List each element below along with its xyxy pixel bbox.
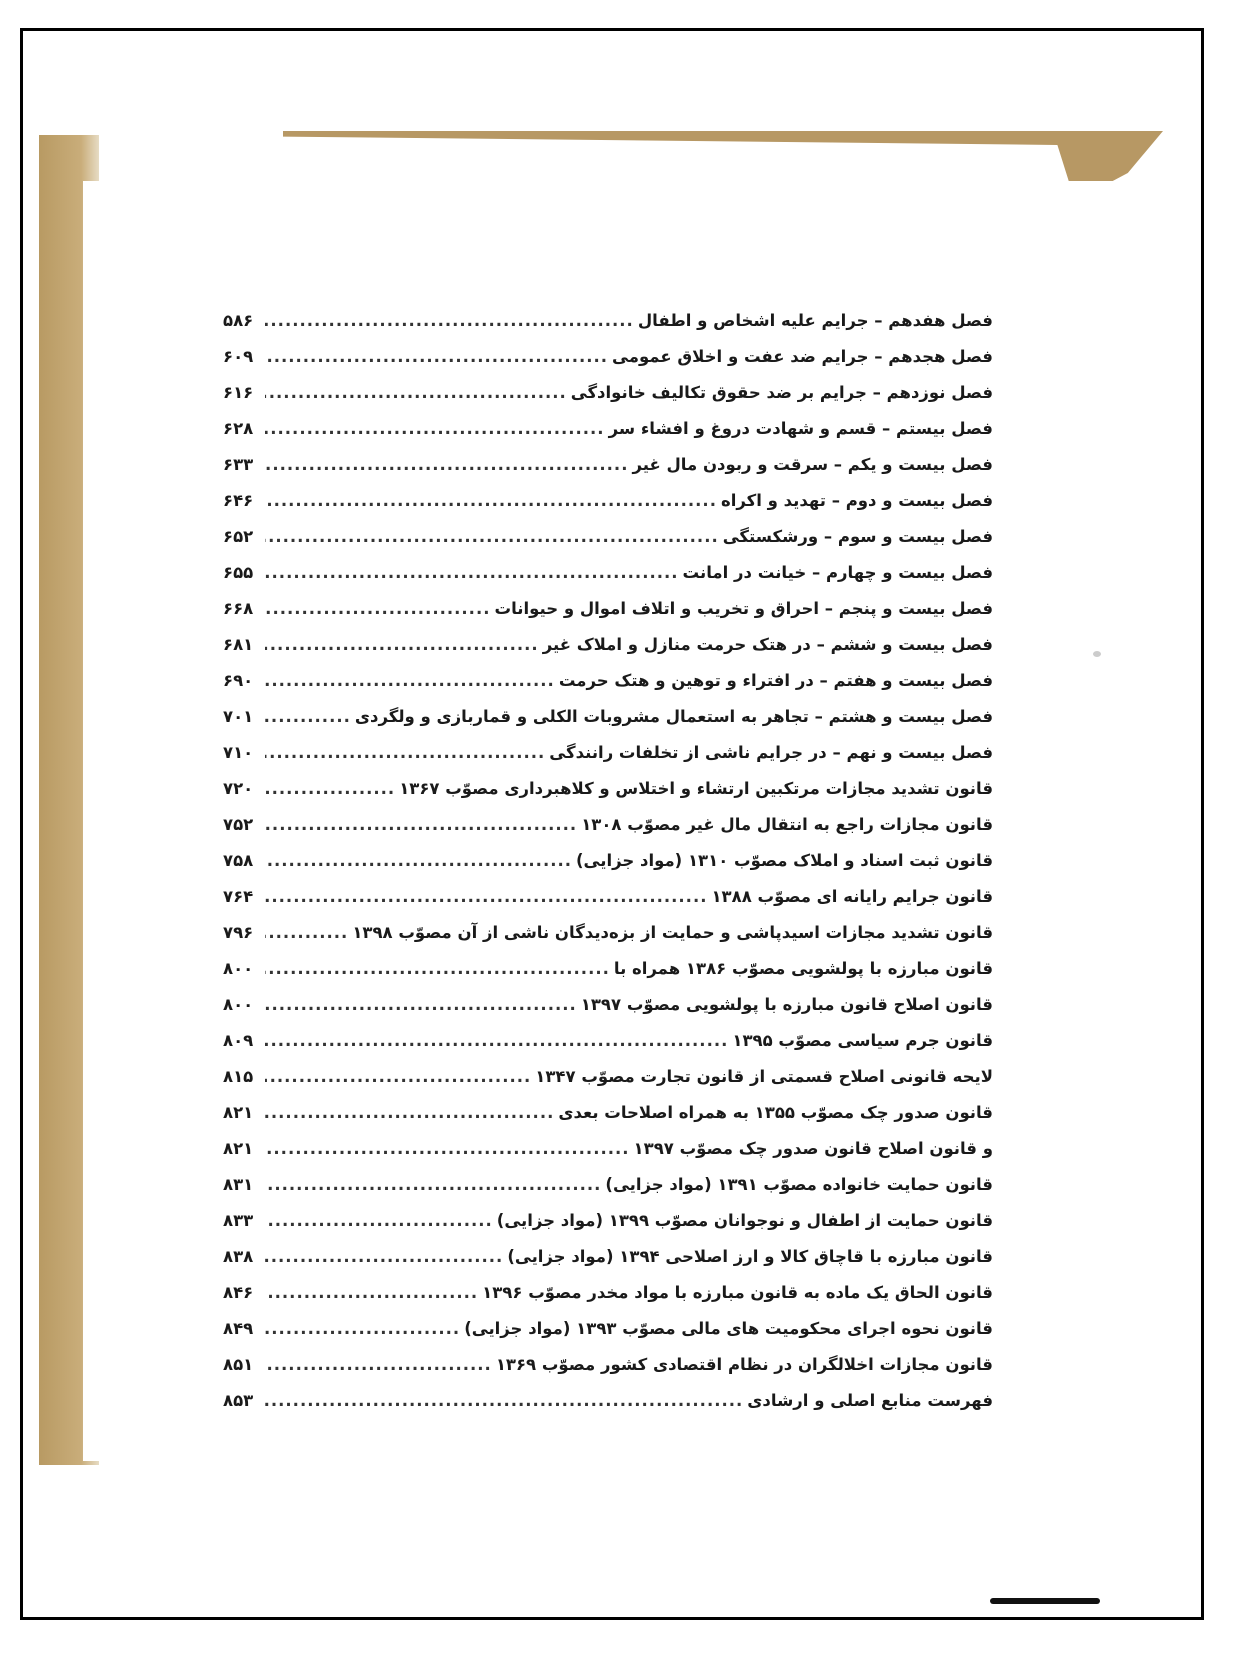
toc-title: فصل هجدهم – جرایم ضد عفت و اخلاق عمومی xyxy=(612,347,993,366)
toc-row xyxy=(223,671,993,707)
toc-leader xyxy=(265,1103,554,1122)
toc-title: فصل نوزدهم – جرایم بر ضد حقوق تکالیف خانوادگی xyxy=(570,383,993,402)
scan-mark xyxy=(990,1598,1100,1604)
toc-row xyxy=(223,1247,993,1283)
toc-title: فصل بیست و سوم – ورشکستگی xyxy=(722,527,993,546)
toc-title: قانون جرایم رایانه ای مصوّب ۱۳۸۸ xyxy=(711,887,993,906)
toc-title: قانون جرم سیاسی مصوّب ۱۳۹۵ xyxy=(732,1031,993,1050)
toc-row xyxy=(223,599,993,635)
table-of-contents xyxy=(223,311,993,1427)
toc-leader xyxy=(265,851,572,870)
toc-leader xyxy=(265,563,679,582)
toc-leader xyxy=(265,1283,478,1302)
toc-row xyxy=(223,1391,993,1427)
toc-page: ۸۲۱ xyxy=(223,1103,254,1122)
toc-leader xyxy=(265,815,577,834)
toc-title: فصل بیست و چهارم – خیانت در امانت xyxy=(682,563,993,582)
toc-page: ۷۱۰ xyxy=(223,743,254,762)
toc-leader xyxy=(265,1247,503,1266)
toc-page: ۶۹۰ xyxy=(223,671,254,690)
toc-page: ۵۸۶ xyxy=(223,311,254,330)
toc-title: و قانون اصلاح قانون صدور چک مصوّب ۱۳۹۷ xyxy=(633,1139,993,1158)
toc-title: قانون مبارزه با پولشویی مصوّب ۱۳۸۶ همراه با xyxy=(613,959,993,978)
toc-leader xyxy=(265,707,351,726)
toc-title: قانون مبارزه با قاچاق کالا و ارز اصلاحی ۱۳۹۴ (مواد جزایی) xyxy=(507,1247,993,1266)
toc-page: ۸۴۶ xyxy=(223,1283,254,1302)
book-page xyxy=(83,181,1143,1461)
toc-title: قانون حمایت از اطفال و نوجوانان مصوّب ۱۳۹۹ (مواد جزایی) xyxy=(496,1211,993,1230)
toc-leader xyxy=(265,491,717,510)
toc-row xyxy=(223,959,993,995)
toc-title: قانون حمایت خانواده مصوّب ۱۳۹۱ (مواد جزایی) xyxy=(605,1175,993,1194)
toc-leader xyxy=(265,887,707,906)
toc-title: قانون تشدید مجازات مرتکبین ارتشاء و اختلاس و کلاهبرداری مصوّب ۱۳۶۷ xyxy=(399,779,993,798)
toc-leader xyxy=(265,959,610,978)
toc-page: ۶۲۸ xyxy=(223,419,254,438)
toc-row xyxy=(223,995,993,1031)
toc-row xyxy=(223,707,993,743)
toc-row xyxy=(223,311,993,347)
toc-row xyxy=(223,851,993,887)
toc-leader xyxy=(265,1319,460,1338)
toc-title: فصل بیست و ششم – در هتک حرمت منازل و املاک غیر xyxy=(542,635,993,654)
toc-leader xyxy=(265,923,348,942)
toc-row xyxy=(223,1355,993,1391)
toc-title: قانون الحاق یک ماده به قانون مبارزه با مواد مخدر مصوّب ۱۳۹۶ xyxy=(482,1283,993,1302)
document-frame xyxy=(20,28,1204,1620)
toc-leader xyxy=(265,1067,531,1086)
toc-page: ۷۵۸ xyxy=(223,851,254,870)
toc-row xyxy=(223,527,993,563)
toc-row xyxy=(223,635,993,671)
toc-row xyxy=(223,1031,993,1067)
toc-leader xyxy=(265,1355,492,1374)
toc-title: فصل هفدهم – جرایم علیه اشخاص و اطفال xyxy=(637,311,993,330)
toc-title: فصل بیست و پنجم – احراق و تخریب و اتلاف اموال و حیوانات xyxy=(494,599,993,618)
toc-page: ۶۴۶ xyxy=(223,491,254,510)
toc-leader xyxy=(265,599,490,618)
toc-page: ۸۵۱ xyxy=(223,1355,254,1374)
toc-title: فصل بیست و هفتم – در افتراء و توهین و هتک حرمت xyxy=(558,671,993,690)
toc-row xyxy=(223,1103,993,1139)
toc-row xyxy=(223,1319,993,1355)
toc-row xyxy=(223,1067,993,1103)
toc-page: ۷۶۴ xyxy=(223,887,254,906)
toc-leader xyxy=(265,455,628,474)
toc-row xyxy=(223,563,993,599)
toc-row xyxy=(223,1211,993,1247)
toc-page: ۸۵۳ xyxy=(223,1391,254,1410)
toc-page: ۷۰۱ xyxy=(223,707,254,726)
toc-row xyxy=(223,383,993,419)
toc-leader xyxy=(265,347,608,366)
toc-page: ۸۰۰ xyxy=(223,995,254,1014)
toc-page: ۸۱۵ xyxy=(223,1067,254,1086)
toc-row xyxy=(223,779,993,815)
toc-leader xyxy=(265,743,545,762)
toc-title: قانون ثبت اسناد و املاک مصوّب ۱۳۱۰ (مواد جزایی) xyxy=(576,851,993,870)
toc-page: ۸۰۰ xyxy=(223,959,254,978)
toc-row xyxy=(223,887,993,923)
toc-title: قانون مجازات راجع به انتقال مال غیر مصوّب ۱۳۰۸ xyxy=(581,815,993,834)
toc-page: ۸۳۸ xyxy=(223,1247,254,1266)
toc-page: ۶۶۸ xyxy=(223,599,254,618)
toc-page: ۸۳۱ xyxy=(223,1175,254,1194)
toc-page: ۸۴۹ xyxy=(223,1319,254,1338)
toc-row xyxy=(223,743,993,779)
toc-leader xyxy=(265,419,605,438)
toc-leader xyxy=(265,383,567,402)
toc-leader xyxy=(265,311,634,330)
toc-row xyxy=(223,1139,993,1175)
toc-title: فصل بیست و هشتم – تجاهر به استعمال مشروبات الکلی و قماربازی و ولگردی xyxy=(354,707,993,726)
toc-page: ۶۵۵ xyxy=(223,563,254,582)
toc-page: ۷۲۰ xyxy=(223,779,254,798)
toc-leader xyxy=(265,527,719,546)
toc-page: ۸۰۹ xyxy=(223,1031,254,1050)
toc-row xyxy=(223,347,993,383)
toc-page: ۷۹۶ xyxy=(223,923,254,942)
toc-title: فصل بیست و دوم – تهدید و اکراه xyxy=(720,491,993,510)
toc-title: قانون نحوه اجرای محکومیت های مالی مصوّب ۱۳۹۳ (مواد جزایی) xyxy=(464,1319,993,1338)
toc-title: لایحه قانونی اصلاح قسمتی از قانون تجارت مصوّب ۱۳۴۷ xyxy=(535,1067,993,1086)
toc-page: ۸۳۳ xyxy=(223,1211,254,1230)
toc-row xyxy=(223,491,993,527)
toc-page: ۷۵۲ xyxy=(223,815,254,834)
toc-leader xyxy=(265,779,395,798)
toc-row xyxy=(223,815,993,851)
toc-title: فصل بیست و یکم – سرقت و ربودن مال غیر xyxy=(632,455,993,474)
scan-speck xyxy=(1093,651,1101,657)
toc-page: ۶۱۶ xyxy=(223,383,254,402)
toc-title: فهرست منابع اصلی و ارشادی xyxy=(747,1391,993,1410)
toc-leader xyxy=(265,1391,743,1410)
toc-row xyxy=(223,1175,993,1211)
toc-page: ۶۰۹ xyxy=(223,347,254,366)
toc-leader xyxy=(265,1139,630,1158)
toc-page: ۶۸۱ xyxy=(223,635,254,654)
toc-row xyxy=(223,923,993,959)
toc-title: قانون صدور چک مصوّب ۱۳۵۵ به همراه اصلاحات بعدی xyxy=(558,1103,993,1122)
toc-title: قانون مجازات اخلالگران در نظام اقتصادی کشور مصوّب ۱۳۶۹ xyxy=(495,1355,993,1374)
toc-leader xyxy=(265,635,539,654)
toc-page: ۶۳۳ xyxy=(223,455,254,474)
toc-page: ۶۵۲ xyxy=(223,527,254,546)
toc-leader xyxy=(265,1031,728,1050)
toc-leader xyxy=(265,995,577,1014)
toc-leader xyxy=(265,671,555,690)
toc-leader xyxy=(265,1175,601,1194)
toc-leader xyxy=(265,1211,493,1230)
toc-row xyxy=(223,419,993,455)
toc-row xyxy=(223,1283,993,1319)
toc-title: قانون اصلاح قانون مبارزه با پولشویی مصوّب ۱۳۹۷ xyxy=(580,995,993,1014)
toc-title: فصل بیستم – قسم و شهادت دروغ و افشاء سر xyxy=(608,419,993,438)
toc-page: ۸۲۱ xyxy=(223,1139,254,1158)
toc-title: فصل بیست و نهم – در جرایم ناشی از تخلفات رانندگی xyxy=(549,743,993,762)
toc-title: قانون تشدید مجازات اسیدپاشی و حمایت از بزه‌دیدگان ناشی از آن مصوّب ۱۳۹۸ xyxy=(352,923,993,942)
toc-row xyxy=(223,455,993,491)
